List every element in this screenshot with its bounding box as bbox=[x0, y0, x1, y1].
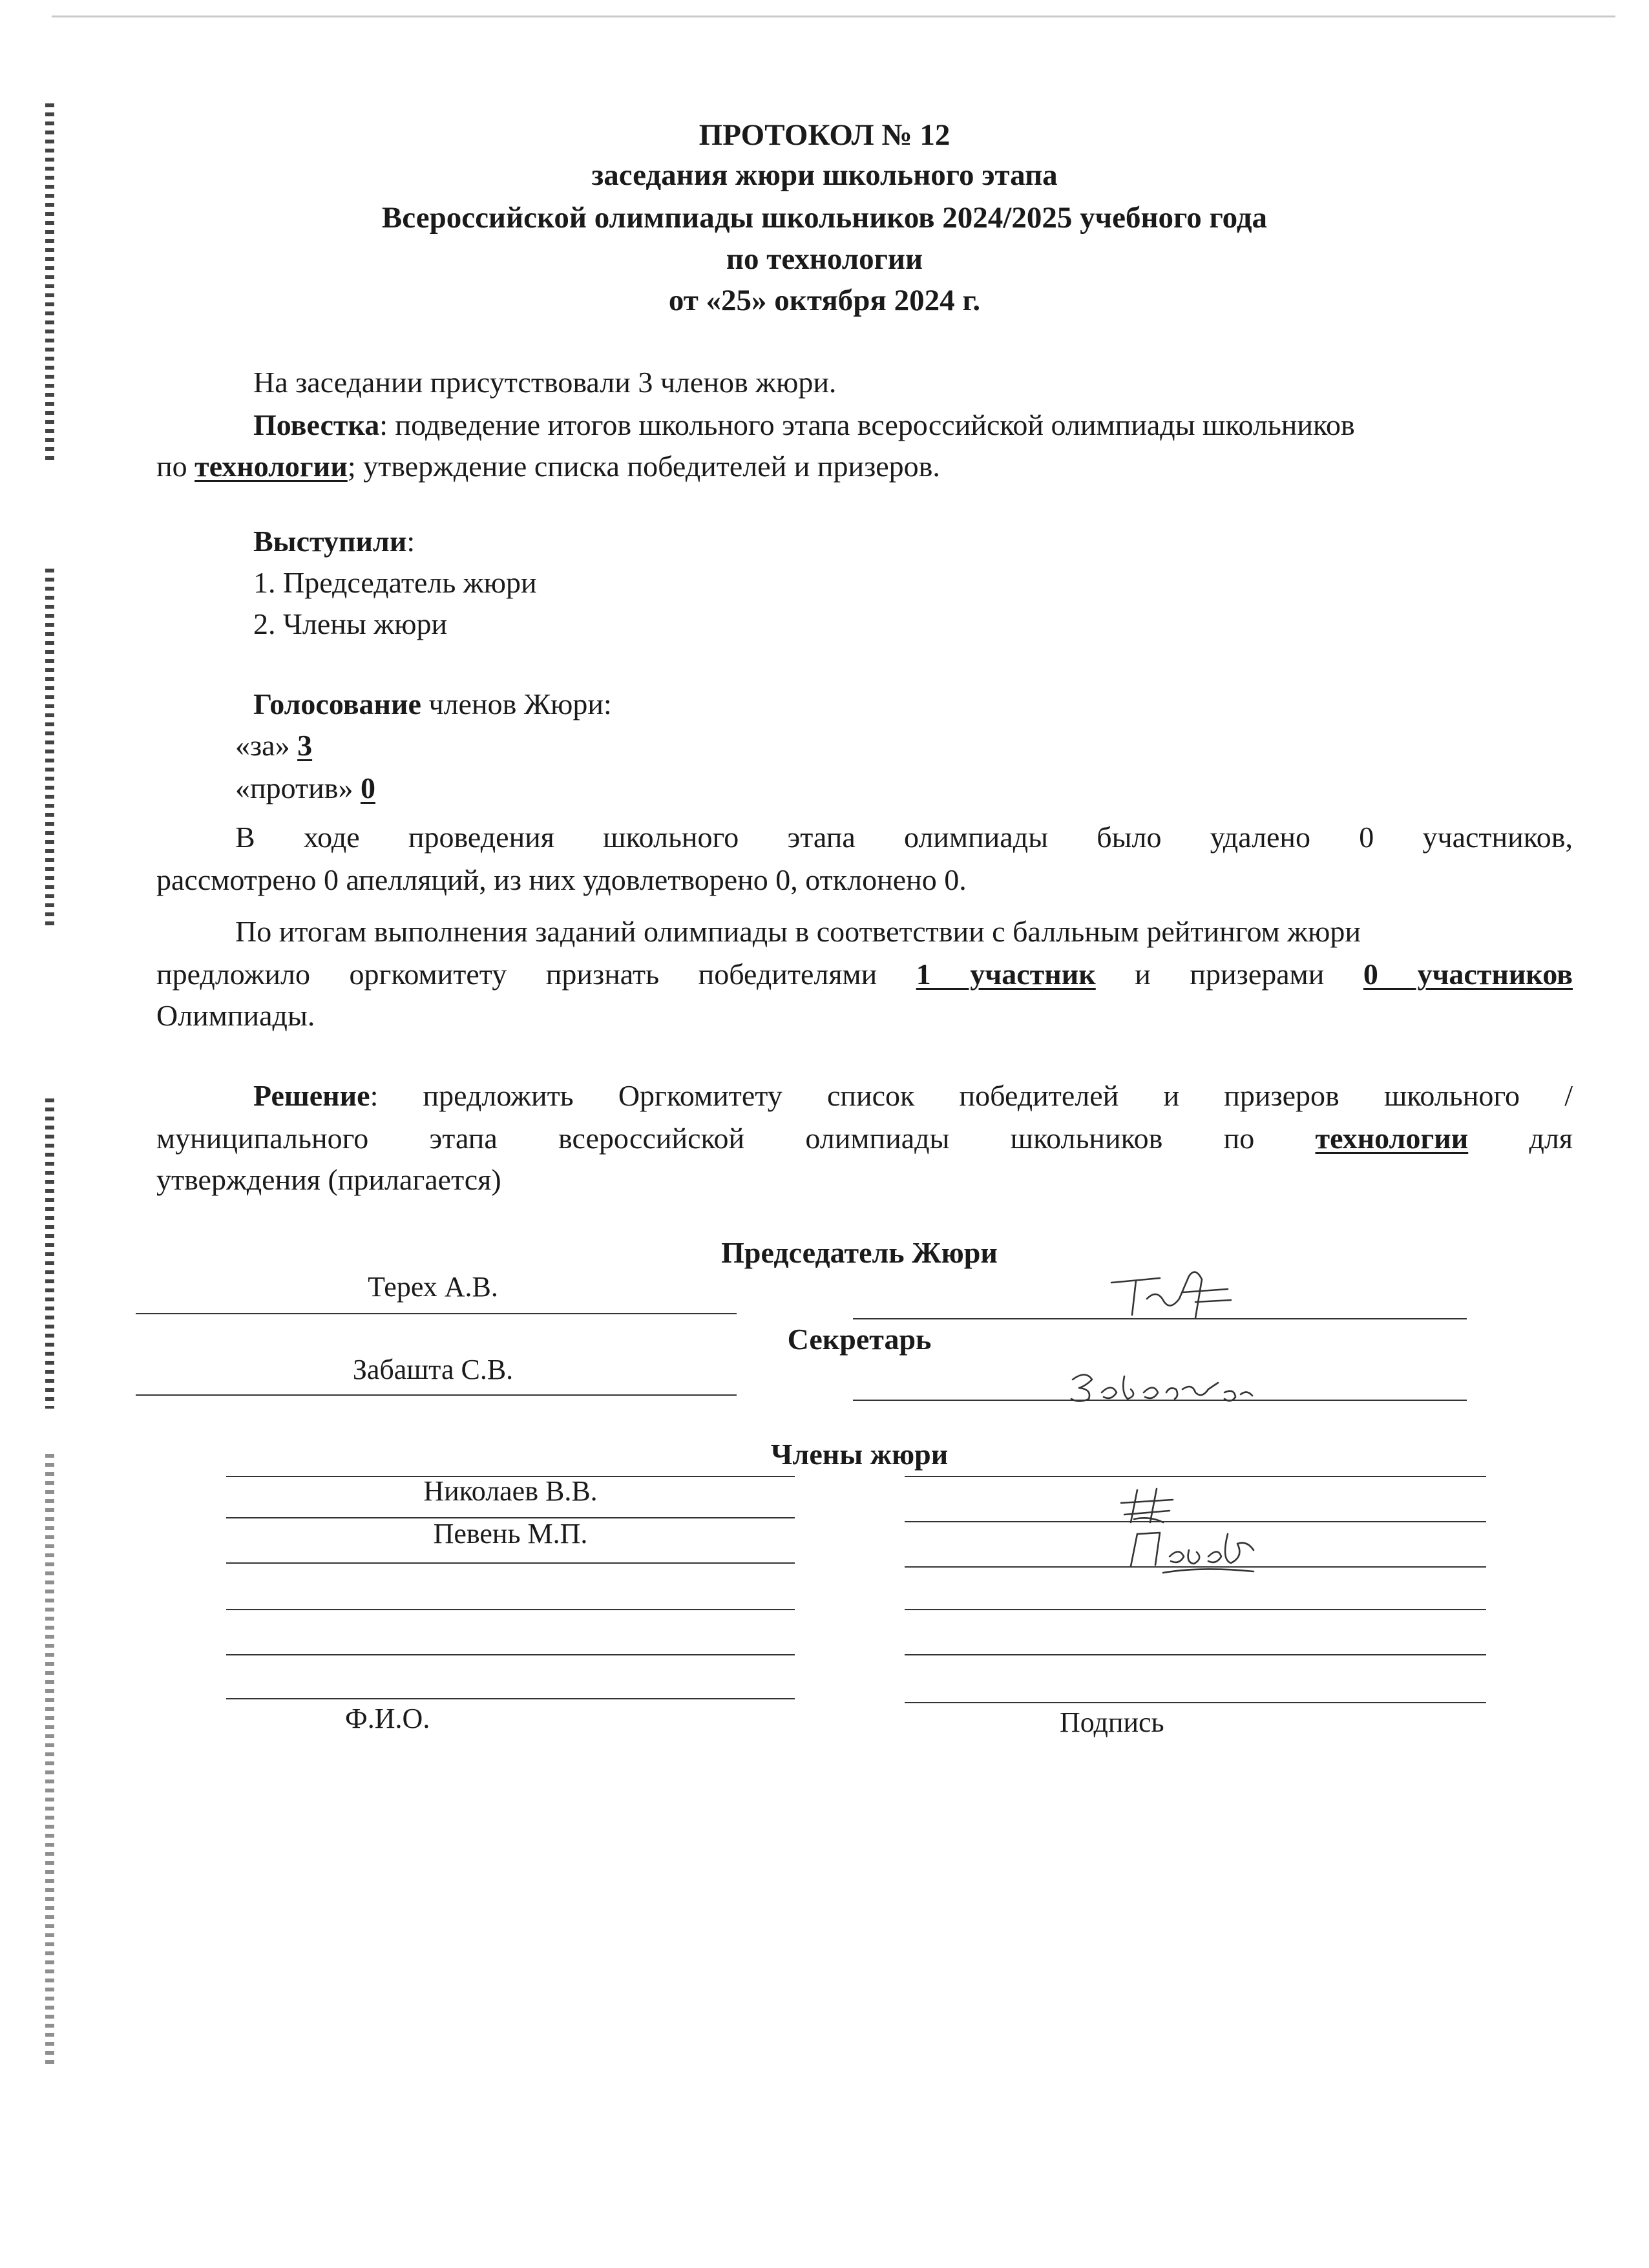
vote-for-count: 3 bbox=[297, 729, 313, 762]
signature-line bbox=[226, 1609, 795, 1610]
chair-signature bbox=[1098, 1254, 1241, 1325]
member-name: Николаев В.В. bbox=[423, 1475, 598, 1507]
document-date: от «25» октября 2024 г. bbox=[668, 284, 981, 317]
secretary-label: Секретарь bbox=[787, 1323, 932, 1356]
chair-name: Терех А.В. bbox=[368, 1271, 498, 1303]
fio-label: Ф.И.О. bbox=[345, 1703, 430, 1734]
document-subtitle: по технологии bbox=[726, 242, 923, 276]
winners-count: 1 участник bbox=[916, 958, 1096, 991]
attendance-line: На заседании присутствовали 3 членов жюри. bbox=[253, 366, 837, 399]
paragraph-winners: предложило оргкомитету признать победителями 1 участник и призерами 0 участников bbox=[156, 958, 1573, 991]
signature-line bbox=[226, 1562, 795, 1564]
speakers-heading: Выступили: bbox=[253, 525, 415, 558]
agenda-line: Повестка: подведение итогов школьного этапа всероссийской олимпиады школьников bbox=[253, 408, 1355, 441]
vote-for: «за» 3 bbox=[235, 729, 313, 762]
paragraph-olympiad: Олимпиады. bbox=[156, 999, 315, 1032]
signature-line bbox=[136, 1313, 737, 1314]
document-subtitle: Всероссийской олимпиады школьников 2024/2025 учебного года bbox=[381, 201, 1268, 235]
speaker-item: 2. Члены жюри bbox=[253, 607, 448, 640]
members-label: Члены жюри bbox=[770, 1438, 949, 1471]
member-name: Певень М.П. bbox=[433, 1518, 588, 1549]
document-title: ПРОТОКОЛ № 12 bbox=[698, 118, 951, 152]
agenda-line-2: по технологии; утверждение списка победителей и призеров. bbox=[156, 450, 940, 483]
paragraph-appeals: рассмотрено 0 апелляций, из них удовлетворено 0, отклонено 0. bbox=[156, 863, 967, 896]
signature-line bbox=[226, 1654, 795, 1655]
scan-edge-marks bbox=[45, 1098, 54, 1409]
voting-heading: Голосование членов Жюри: bbox=[253, 688, 612, 720]
agenda-label: Повестка bbox=[253, 408, 380, 441]
decision-line-2: муниципального этапа всероссийской олимпиады школьников по технологии для bbox=[156, 1122, 1573, 1155]
scan-edge-marks bbox=[45, 1454, 54, 2068]
paragraph-removed: В ходе проведения школьного этапа олимпиады было удалено 0 участников, bbox=[235, 821, 1573, 854]
secretary-name: Забашта С.В. bbox=[352, 1354, 514, 1385]
chair-label: Председатель Жюри bbox=[721, 1236, 998, 1269]
decision-line-1: Решение: предложить Оргкомитету список победителей и призеров школьного / bbox=[253, 1079, 1573, 1112]
paragraph-results: По итогам выполнения заданий олимпиады в соответствии с балльным рейтингом жюри bbox=[235, 915, 1361, 948]
decision-label: Решение bbox=[253, 1079, 370, 1112]
vote-against: «против» 0 bbox=[235, 772, 375, 804]
speaker-item: 1. Председатель жюри bbox=[253, 566, 537, 599]
signature-line bbox=[226, 1698, 795, 1699]
scan-edge-line bbox=[52, 16, 1615, 17]
member2-signature bbox=[1124, 1521, 1266, 1586]
scan-edge-marks bbox=[45, 569, 54, 930]
signature-line bbox=[136, 1394, 737, 1396]
agenda-subject: технологии bbox=[194, 450, 348, 483]
secretary-signature bbox=[1066, 1363, 1260, 1409]
decision-subject: технологии bbox=[1315, 1122, 1469, 1155]
signature-label: Подпись bbox=[1060, 1706, 1164, 1738]
decision-line-3: утверждения (прилагается) bbox=[156, 1163, 501, 1196]
vote-against-count: 0 bbox=[360, 772, 375, 804]
prizewinners-count: 0 участников bbox=[1363, 958, 1573, 991]
signature-line bbox=[905, 1654, 1486, 1655]
signature-line bbox=[905, 1476, 1486, 1477]
document-subtitle: заседания жюри школьного этапа bbox=[591, 158, 1058, 192]
signature-line bbox=[905, 1702, 1486, 1703]
signature-line bbox=[905, 1609, 1486, 1610]
